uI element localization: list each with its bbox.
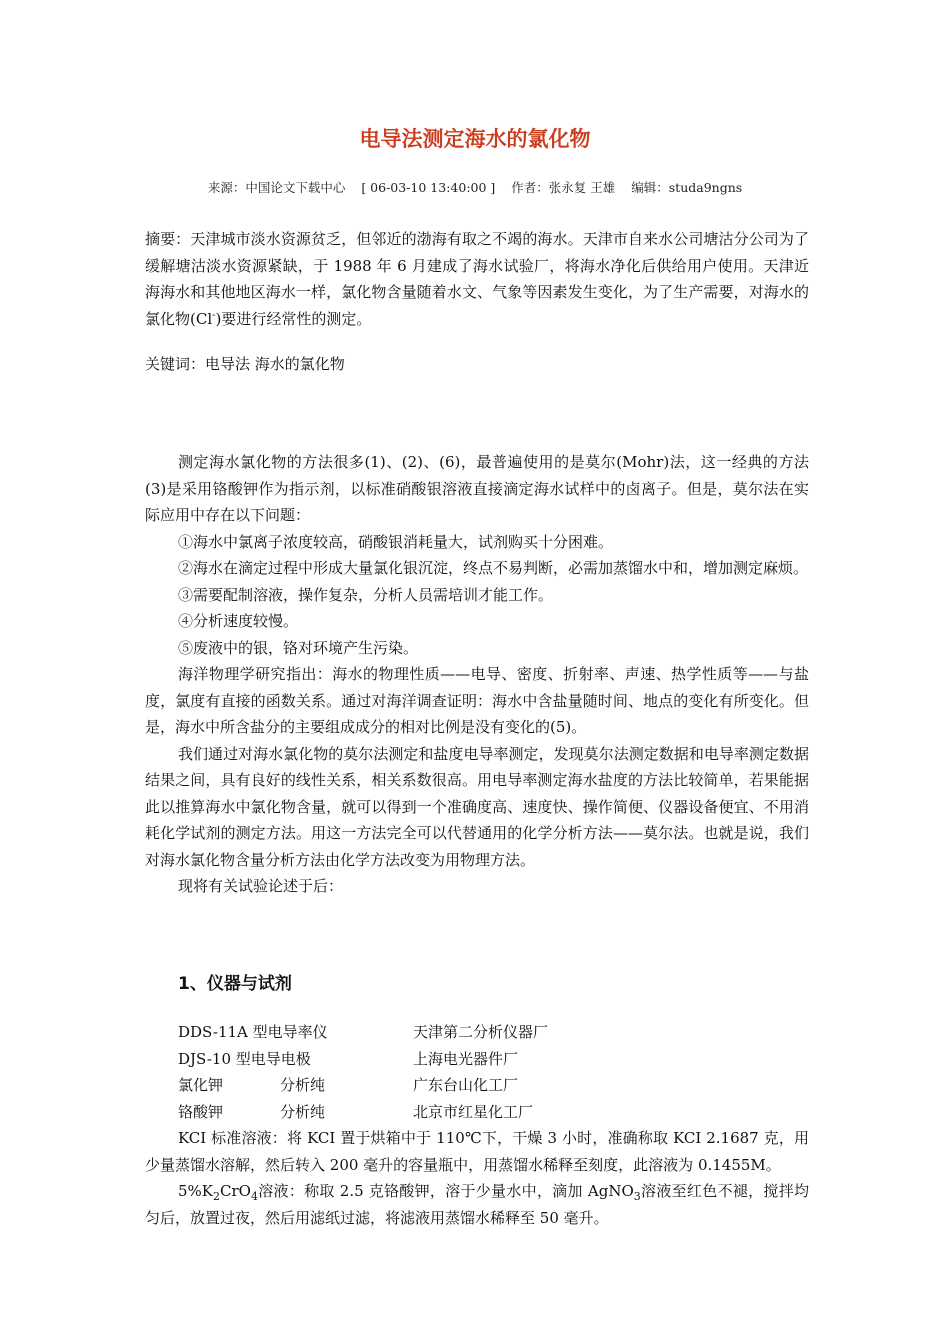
formula-sub: 4 (250, 1190, 258, 1203)
formula-sub: 3 (633, 1190, 641, 1203)
article-meta (0, 178, 950, 198)
abstract-sup: - (212, 309, 216, 321)
meta-date: [ 06-03-10 13:40:00 ] (361, 180, 496, 195)
body-text (145, 449, 809, 900)
formula-part: CrO (220, 1182, 251, 1200)
formula-part: 溶液至红色不褪，搅拌均匀后，放置过夜，然后用滤纸过滤，将滤液用蒸馏水稀释至 50 毫升。 (145, 1182, 809, 1227)
equipment-maker: 北京市红星化工厂 (413, 1102, 534, 1121)
equipment-name: DDS-11A 型电导率仪 (178, 1023, 328, 1041)
equipment-row (145, 1019, 809, 1046)
equipment-row (145, 1099, 809, 1126)
issue-item: ②海水在滴定过程中形成大量氯化银沉淀，终点不易判断，必需加蒸馏水中和，增加测定麻烦。 (178, 559, 809, 577)
abstract (145, 226, 809, 332)
equipment-grade: 分析纯 (280, 1102, 326, 1121)
equipment-maker: 广东台山化工厂 (413, 1076, 519, 1094)
meta-source: 来源：中国论文下载中心 (207, 180, 346, 195)
abstract-text: 摘要：天津城市淡水资源贫乏，但邻近的渤海有取之不竭的海水。天津市自来水公司塘沽分公司为了缓解塘沽淡水资源紧缺，于 1988 年 6 月建成了海水试验厂，将海水净化后供给用户使用。天津近海海水和其他地区海水一样，氯化物含量随着水文、气象等因素发生变化，为了生产需要，对海水的氯化物(Cl (145, 230, 809, 328)
equipment-name: 铬酸钾 (178, 1102, 224, 1121)
formula-sub: 2 (213, 1190, 221, 1203)
abstract-tail: )要进行经常性的测定。 (215, 309, 372, 328)
issue-item: ①海水中氯离子浓度较高，硝酸银消耗量大，试剂购买十分困难。 (178, 532, 614, 551)
meta-author: 作者：张永复 王雄 (511, 180, 616, 195)
equipment-list (145, 1019, 809, 1231)
formula-part: 5%K (178, 1182, 214, 1200)
equipment-maker: 上海电光器件厂 (413, 1049, 519, 1068)
paragraph: 测定海水氯化物的方法很多(1)、(2)、(6)，最普遍使用的是莫尔(Mohr)法，这一经典的方法(3)是采用铬酸钾作为指示剂，以标准硝酸银溶液直接滴定海水试样中的卤离子。但是，莫尔法在实际应用中存在以下问题： (145, 453, 809, 524)
equipment-row (145, 1046, 809, 1073)
equipment-maker: 天津第二分析仪器厂 (413, 1023, 549, 1041)
paragraph: 我们通过对海水氯化物的莫尔法测定和盐度电导率测定，发现莫尔法测定数据和电导率测定数据结果之间，具有良好的线性关系，相关系数很高。用电导率测定海水盐度的方法比较简单，若果能据此以推算海水中氯化物含量，就可以得到一个准确度高、速度快、操作简便、仪器设备便宜、不用消耗化学试剂的测定方法。用这一方法完全可以代替通用的化学分析方法——莫尔法。也就是说，我们对海水氯化物含量分析方法由化学方法改变为用物理方法。 (145, 744, 809, 869)
issue-item: ③需要配制溶液，操作复杂，分析人员需培训才能工作。 (178, 585, 554, 604)
kcl-solution: KCI 标准溶液：将 KCI 置于烘箱中于 110℃下，干燥 3 小时，准确称取 KCI 2.1687 克，用少量蒸馏水溶解，然后转入 200 毫升的容量瓶中，用蒸馏水稀释至刻度，此溶液为 0.1455M。 (145, 1129, 809, 1174)
equipment-row (145, 1072, 809, 1099)
issue-item: ④分析速度较慢。 (178, 612, 299, 630)
issue-item: ⑤废液中的银，铬对环境产生污染。 (178, 638, 419, 657)
formula-part: 溶液：称取 2.5 克铬酸钾，溶于少量水中，滴加 AgNO (257, 1182, 634, 1200)
paragraph: 现将有关试验论述于后： (178, 877, 344, 895)
paragraph: 海洋物理学研究指出：海水的物理性质——电导、密度、折射率、声速、热学性质等——与盐度，氯度有直接的函数关系。通过对海洋调查证明：海水中含盐量随时间、地点的变化有所变化。但是，海水中所含盐分的主要组成成分的相对比例是没有变化的(5)。 (145, 665, 809, 736)
equipment-name: DJS-10 型电导电极 (178, 1049, 311, 1068)
meta-editor: 编辑：studa9ngns (631, 180, 743, 195)
equipment-grade: 分析纯 (280, 1076, 326, 1094)
equipment-name: 氯化钾 (178, 1076, 224, 1094)
section-heading: 1、仪器与试剂 (178, 974, 292, 994)
k2cro4-solution (145, 1178, 809, 1231)
keywords: 关键词：电导法 海水的氯化物 (145, 355, 345, 373)
document-title: 电导法测定海水的氯化物 (359, 127, 591, 151)
